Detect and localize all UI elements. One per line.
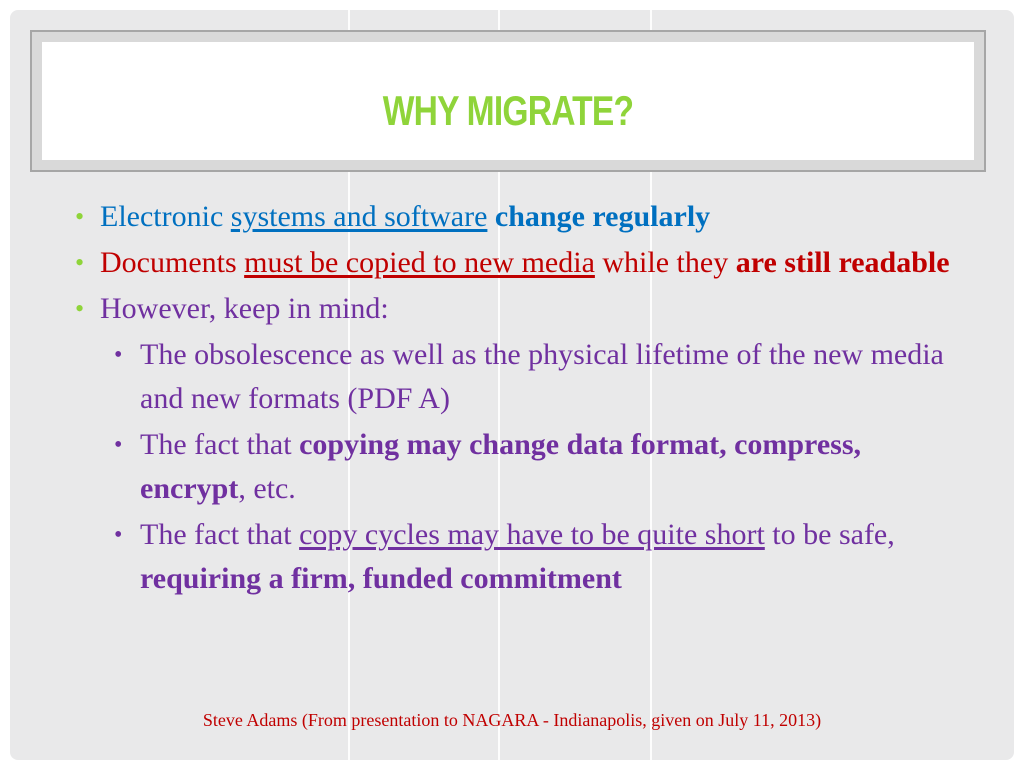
bold-text: change regularly [494,200,711,233]
bullet-text: Electronic [100,200,231,233]
sub-bullet-icon: • [114,432,123,458]
bullet-text: to be safe, [764,518,895,551]
footer-citation: Steve Adams (From presentation to NAGARA - Indianapolis, given on July 11, 2013) [202,710,822,730]
bold-text: requiring a firm, funded commitment [140,562,622,595]
underlined-text: systems and software [230,200,488,233]
bullet-item [70,195,970,239]
underlined-text: must be copied to new media [244,246,595,279]
bullet-icon: • [75,294,85,323]
bullet-text [487,200,495,233]
bullet-text: while they [594,246,736,279]
bullet-icon: • [75,248,85,277]
bullet-text: However, keep in mind: [100,292,389,325]
bullet-item [70,241,970,285]
bold-text: are still readable [735,246,950,279]
title-frame [30,30,986,172]
underlined-text: copy cycles may have to be quite short [299,518,765,551]
bullet-text: The obsolescence as well as the physical lifetime of the new media and new formats (PDF A) [140,338,944,415]
slide-title: WHY MIGRATE? [382,87,634,134]
sub-bullet-icon: • [114,342,123,368]
sub-bullet-item [70,423,970,511]
bold-text: copying may change data format, compress, encrypt [140,428,861,505]
sub-bullet-item [70,513,970,601]
bullet-icon: • [75,202,85,231]
bullet-text: Documents [100,246,245,279]
slide [10,10,1014,760]
bullet-list [70,195,970,603]
sub-bullet-icon: • [114,522,123,548]
title-box [42,42,974,160]
bullet-text: , etc. [238,472,296,505]
bullet-item [70,287,970,331]
bullet-text: The fact that [140,428,300,461]
bullet-text: The fact that [140,518,300,551]
sub-bullet-item [70,333,970,421]
